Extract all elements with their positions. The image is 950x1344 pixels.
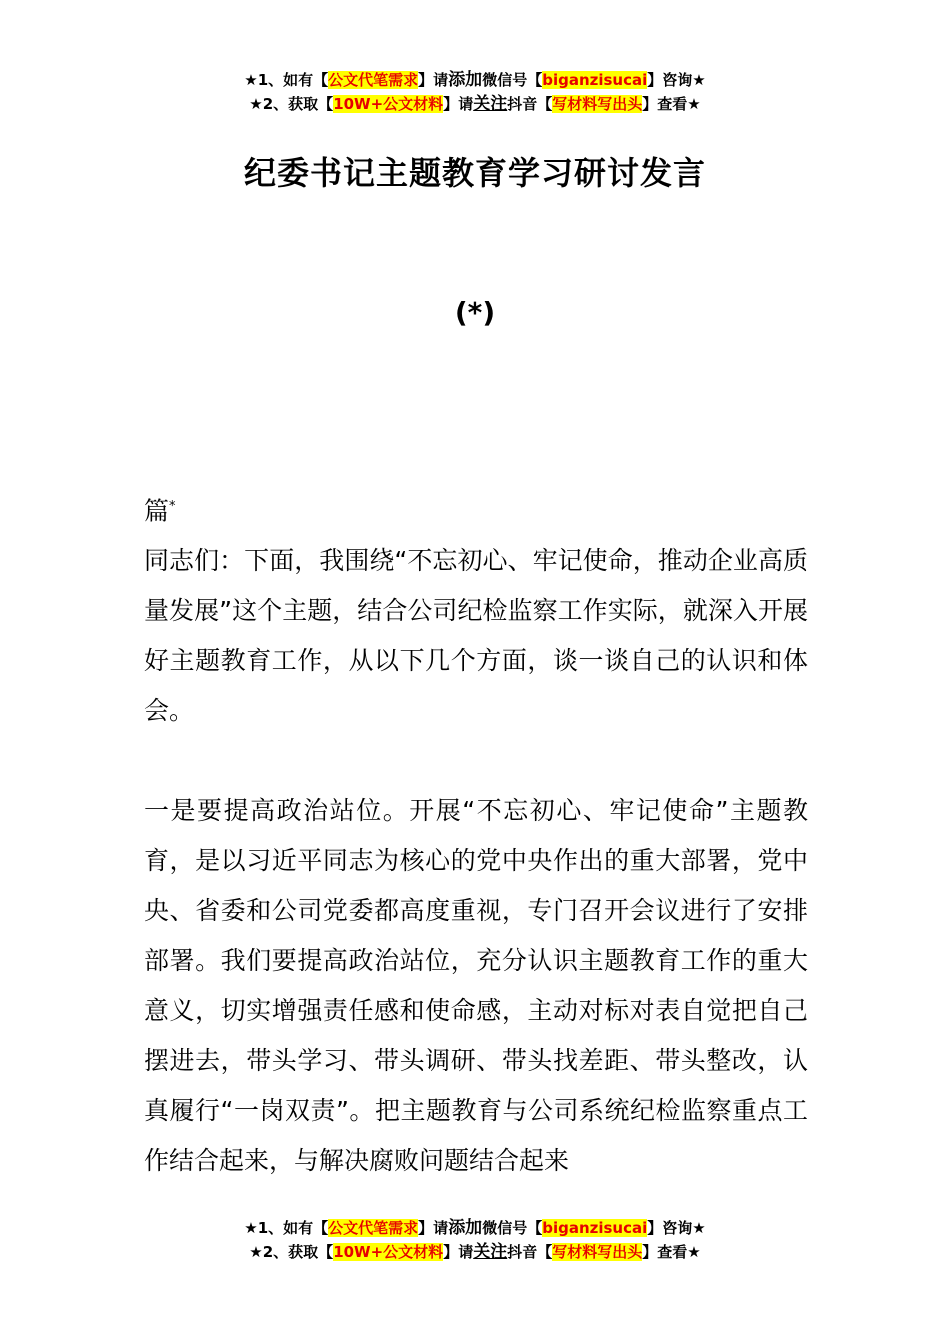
highlight-douyin: 写材料写出头 [552,1243,643,1261]
banner-text: 2、获取【 [262,95,334,113]
banner-text: 】请 [443,1243,474,1261]
paragraph-gap [144,736,808,786]
banner-line-1 [0,68,950,92]
highlight-wechat-id: biganzisucai [542,1219,648,1237]
highlight-service: 公文代笔需求 [328,1219,419,1237]
highlight-wechat-id: biganzisucai [542,71,648,89]
footer-banner [0,1216,950,1264]
section-label-text: 篇 [144,496,170,526]
emphasis-follow: 关注 [473,1242,508,1262]
header-banner [0,68,950,116]
section-mark: * [169,499,176,514]
highlight-service: 公文代笔需求 [328,71,419,89]
document-title: 纪委书记主题教育学习研讨发言 [243,154,706,192]
paragraph: 一是要提高政治站位。开展“不忘初心、牢记使命”主题教育，是以习近平同志为核心的党中央作出的重大部署，党中央、省委和公司党委都高度重视，专门召开会议进行了安排部署。我们要提高政治站位，充分认识主题教育工作的重大意义，切实增强责任感和使命感，主动对标对表自觉把自己摆进去，带头学习、带头调研、带头找差距、带头整改，认真履行“一岗双责”。把主题教育与公司系统纪检监察重点工作结合起来，与解决腐败问题结合起来 [144,796,808,1176]
banner-text: 】咨询★ [647,71,706,89]
banner-text: 抖音【 [507,95,553,113]
document-subtitle: (*) [454,296,496,329]
paragraph: 同志们：下面，我围绕“不忘初心、牢记使命，推动企业高质量发展”这个主题，结合公司纪检监察工作实际，就深入开展好主题教育工作，从以下几个方面，谈一谈自己的认识和体会。 [144,546,808,726]
star-icon: ★ [249,95,263,113]
banner-text: 1、如有【 [257,1219,329,1237]
banner-line-2 [0,1240,950,1264]
banner-text: 】请 [418,71,449,89]
banner-text: 】请 [443,95,474,113]
banner-line-1 [0,1216,950,1240]
banner-text: 】查看★ [642,1243,701,1261]
star-icon: ★ [244,1219,258,1237]
star-icon: ★ [244,71,258,89]
banner-text: 微信号【 [482,1219,543,1237]
emphasis-follow: 关注 [473,94,508,114]
banner-text: 微信号【 [482,71,543,89]
emphasis-add: 添加 [448,1218,483,1238]
highlight-douyin: 写材料写出头 [552,95,643,113]
banner-text: 】查看★ [642,95,701,113]
banner-text: 】咨询★ [647,1219,706,1237]
highlight-materials: 10W+公文材料 [333,95,444,113]
banner-text: 】请 [418,1219,449,1237]
section-label [144,482,808,536]
document-body [144,482,808,1186]
banner-text: 2、获取【 [262,1243,334,1261]
highlight-materials: 10W+公文材料 [333,1243,444,1261]
banner-line-2 [0,92,950,116]
star-icon: ★ [249,1243,263,1261]
banner-text: 抖音【 [507,1243,553,1261]
emphasis-add: 添加 [448,70,483,90]
banner-text: 1、如有【 [257,71,329,89]
